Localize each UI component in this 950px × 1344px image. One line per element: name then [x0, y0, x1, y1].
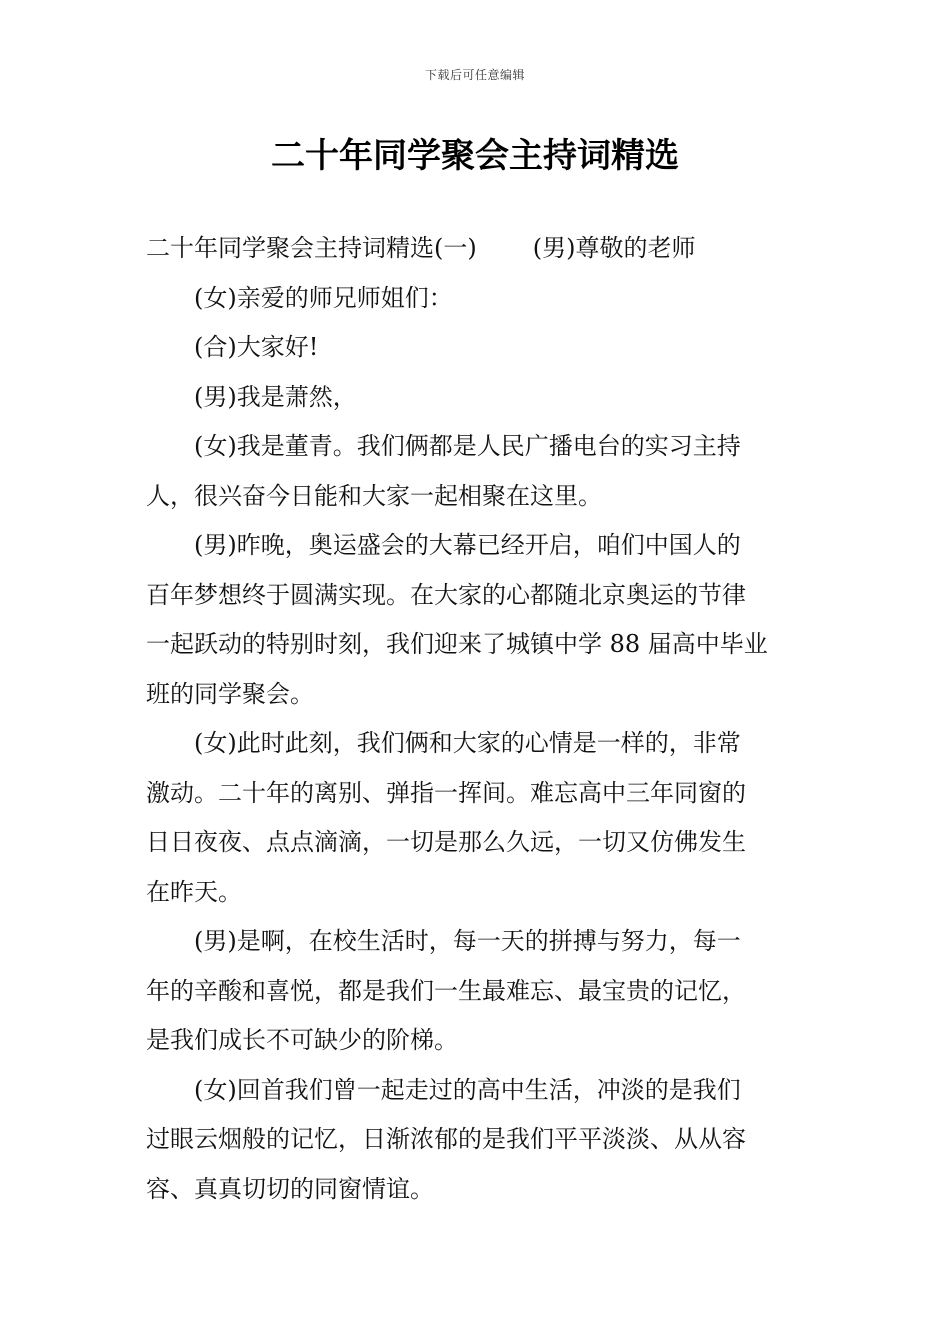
- paragraph: [146, 917, 810, 1066]
- paragraph-line: (女)此时此刻，我们俩和大家的心情是一样的，非常: [194, 729, 741, 757]
- paragraph: [146, 323, 810, 373]
- document-body: [146, 224, 810, 1214]
- paragraph-line: (女)亲爱的师兄师姐们：: [194, 283, 453, 312]
- section-heading: 二十年同学聚会主持词精选(一): [146, 234, 477, 262]
- paragraph-line: (男)我是萧然，: [194, 382, 357, 411]
- paragraph: [146, 719, 810, 917]
- paragraph: [146, 274, 810, 324]
- paragraph-line: (女)回首我们曾一起走过的高中生活，冲淡的是我们: [194, 1075, 741, 1104]
- paragraph-line: 年的辛酸和喜悦，都是我们一生最难忘、最宝贵的记忆，: [146, 976, 746, 1005]
- paragraph-line: 过眼云烟般的记忆，日渐浓郁的是我们平平淡淡、从从容: [146, 1125, 746, 1153]
- document-title: 二十年同学聚会主持词精选: [271, 136, 679, 176]
- paragraph-line: (合)大家好!: [194, 333, 319, 361]
- paragraph: [146, 422, 810, 521]
- paragraph: [146, 521, 810, 719]
- paragraph-line: 激动。二十年的离别、弹指一挥间。难忘高中三年同窗的: [146, 778, 746, 807]
- paragraph-line: (男)昨晚，奥运盛会的大幕已经开启，咱们中国人的: [194, 531, 741, 559]
- paragraph: [146, 373, 810, 423]
- paragraph-line: (女)我是董青。我们俩都是人民广播电台的实习主持: [194, 432, 741, 460]
- paragraph-line: 在昨天。: [146, 877, 242, 906]
- paragraph-line: 班的同学聚会。: [146, 679, 314, 708]
- paragraph-intro: [146, 224, 810, 274]
- paragraph-line: (男)是啊，在校生活时，每一天的拼搏与努力，每一: [194, 927, 741, 955]
- paragraph-line: 日日夜夜、点点滴滴，一切是那么久远，一切又仿佛发生: [146, 828, 746, 856]
- paragraph-line: 人，很兴奋今日能和大家一起相聚在这里。: [146, 481, 602, 510]
- paragraph: [146, 1066, 810, 1215]
- paragraph-line: 一起跃动的特别时刻，我们迎来了城镇中学 88 届高中毕业: [146, 630, 768, 658]
- paragraph-line: (男)尊敬的老师: [532, 234, 696, 262]
- paragraph-line: 容、真真切切的同窗情谊。: [146, 1174, 434, 1203]
- paragraph-line: 百年梦想终于圆满实现。在大家的心都随北京奥运的节律: [146, 580, 746, 609]
- paragraph-line: 是我们成长不可缺少的阶梯。: [146, 1026, 458, 1054]
- header-note: 下载后可任意编辑: [424, 68, 525, 82]
